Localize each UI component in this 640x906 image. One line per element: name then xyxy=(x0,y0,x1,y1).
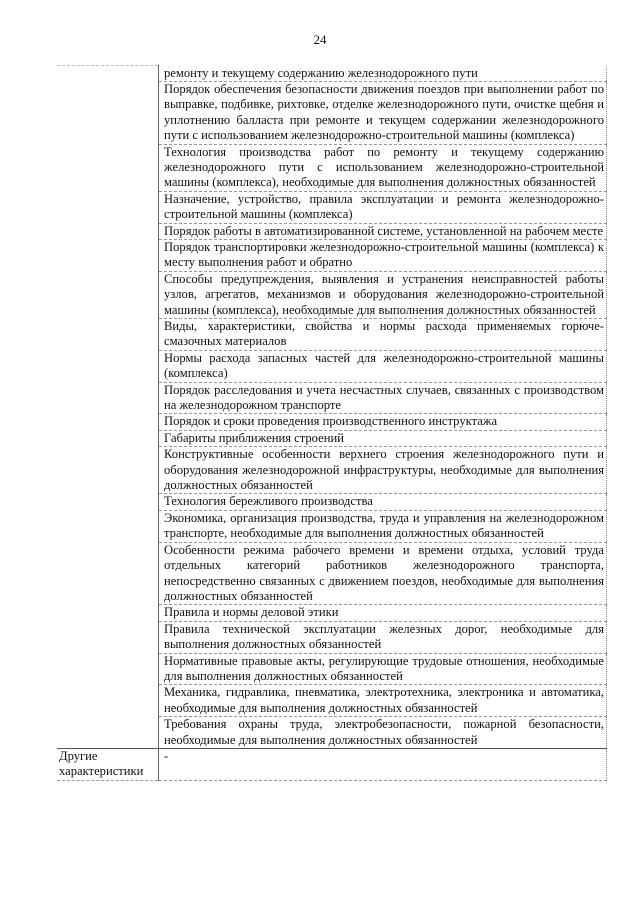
label-cell-empty xyxy=(57,223,159,239)
requirement-cell: Порядок обеспечения безопасности движения поездов при выполнении работ по выправке, подбивке, рихтовке, отделке железнодорожного пути, очистке щебня и уплотнению балласта при ремонте и текущем содержании железнодорожного пути с использованием железнодорожно-строительной машины (комплекса) xyxy=(159,81,607,144)
label-cell-empty xyxy=(57,350,159,382)
table-row xyxy=(57,239,607,271)
requirement-cell: Нормативные правовые акты, регулирующие трудовые отношения, необходимые для выполнения должностных обязанностей xyxy=(159,653,607,685)
requirement-cell: Способы предупреждения, выявления и устранения неисправностей работы узлов, агрегатов, механизмов и оборудования железнодорожно-строительной машины (комплекса), необходимые для выполнения должностных обязанностей xyxy=(159,271,607,318)
label-cell-empty xyxy=(57,510,159,542)
requirement-cell: Особенности режима рабочего времени и времени отдыха, условий труда отдельных категорий работников железнодорожного транспорта, непосредственно связанных с движением поездов, необходимые для выполнения должностных обязанностей xyxy=(159,542,607,605)
table-row xyxy=(57,191,607,223)
table-row xyxy=(57,653,607,685)
label-cell-empty xyxy=(57,685,159,717)
requirement-cell: Назначение, устройство, правила эксплуатации и ремонта железнодорожно-строительной машины (комплекса) xyxy=(159,191,607,223)
label-cell-empty xyxy=(57,319,159,351)
requirement-cell: ремонту и текущему содержанию железнодорожного пути xyxy=(159,66,607,82)
table-row xyxy=(57,430,607,446)
knowledge-table xyxy=(57,65,607,781)
requirement-cell: Нормы расхода запасных частей для железнодорожно-строительной машины (комплекса) xyxy=(159,350,607,382)
requirement-cell: Порядок и сроки проведения производственного инструктажа xyxy=(159,414,607,430)
label-cell-empty xyxy=(57,382,159,414)
table-row xyxy=(57,319,607,351)
table-row xyxy=(57,605,607,621)
requirement-cell: Требования охраны труда, электробезопасности, пожарной безопасности, необходимые для выполнения должностных обязанностей xyxy=(159,717,607,749)
requirement-cell: Технология бережливого производства xyxy=(159,494,607,510)
requirement-cell: Технология производства работ по ремонту и текущему содержанию железнодорожного пути с использованием железнодорожно-строительной машины (комплекса), необходимые для выполнения должностных обязанностей xyxy=(159,144,607,191)
other-characteristics-label: Другие характеристики xyxy=(57,748,159,780)
table-row xyxy=(57,350,607,382)
requirement-cell: Порядок расследования и учета несчастных случаев, связанных с производством на железнодорожном транспорте xyxy=(159,382,607,414)
label-cell-empty xyxy=(57,271,159,318)
table-row xyxy=(57,447,607,494)
table-row xyxy=(57,542,607,605)
table-row xyxy=(57,271,607,318)
requirement-cell: Конструктивные особенности верхнего строения железнодорожного пути и оборудования железнодорожной инфраструктуры, необходимые для выполнения должностных обязанностей xyxy=(159,447,607,494)
label-cell-empty xyxy=(57,239,159,271)
label-cell-empty xyxy=(57,81,159,144)
table-row xyxy=(57,223,607,239)
requirement-cell: Порядок транспортировки железнодорожно-строительной машины (комплекса) к месту выполнения работ и обратно xyxy=(159,239,607,271)
label-cell-empty xyxy=(57,144,159,191)
requirement-cell: Правила и нормы деловой этики xyxy=(159,605,607,621)
label-cell-empty xyxy=(57,717,159,749)
requirement-cell: Виды, характеристики, свойства и нормы расхода применяемых горюче-смазочных материалов xyxy=(159,319,607,351)
label-cell-empty xyxy=(57,414,159,430)
table-row xyxy=(57,510,607,542)
table-row xyxy=(57,717,607,749)
label-cell-empty xyxy=(57,542,159,605)
requirement-cell: Экономика, организация производства, труда и управления на железнодорожном транспорте, необходимые для выполнения должностных обязанностей xyxy=(159,510,607,542)
page-number: 24 xyxy=(313,32,327,47)
label-cell-empty xyxy=(57,191,159,223)
table-row xyxy=(57,382,607,414)
requirement-cell: Габариты приближения строений xyxy=(159,430,607,446)
label-cell-empty xyxy=(57,621,159,653)
requirement-cell: Порядок работы в автоматизированной системе, установленной на рабочем месте xyxy=(159,223,607,239)
other-characteristics-row xyxy=(57,748,607,780)
label-cell-empty xyxy=(57,447,159,494)
table-row xyxy=(57,144,607,191)
label-cell-empty xyxy=(57,66,159,82)
table-row xyxy=(57,494,607,510)
requirement-cell: Правила технической эксплуатации железных дорог, необходимые для выполнения должностных обязанностей xyxy=(159,621,607,653)
table-row xyxy=(57,685,607,717)
requirement-cell: Механика, гидравлика, пневматика, электротехника, электроника и автоматика, необходимые для выполнения должностных обязанностей xyxy=(159,685,607,717)
label-cell-empty xyxy=(57,430,159,446)
table-row xyxy=(57,621,607,653)
table-row xyxy=(57,81,607,144)
label-cell-empty xyxy=(57,494,159,510)
label-cell-empty xyxy=(57,605,159,621)
label-cell-empty xyxy=(57,653,159,685)
other-characteristics-value: - xyxy=(159,748,607,780)
table-row xyxy=(57,66,607,82)
table-row xyxy=(57,414,607,430)
